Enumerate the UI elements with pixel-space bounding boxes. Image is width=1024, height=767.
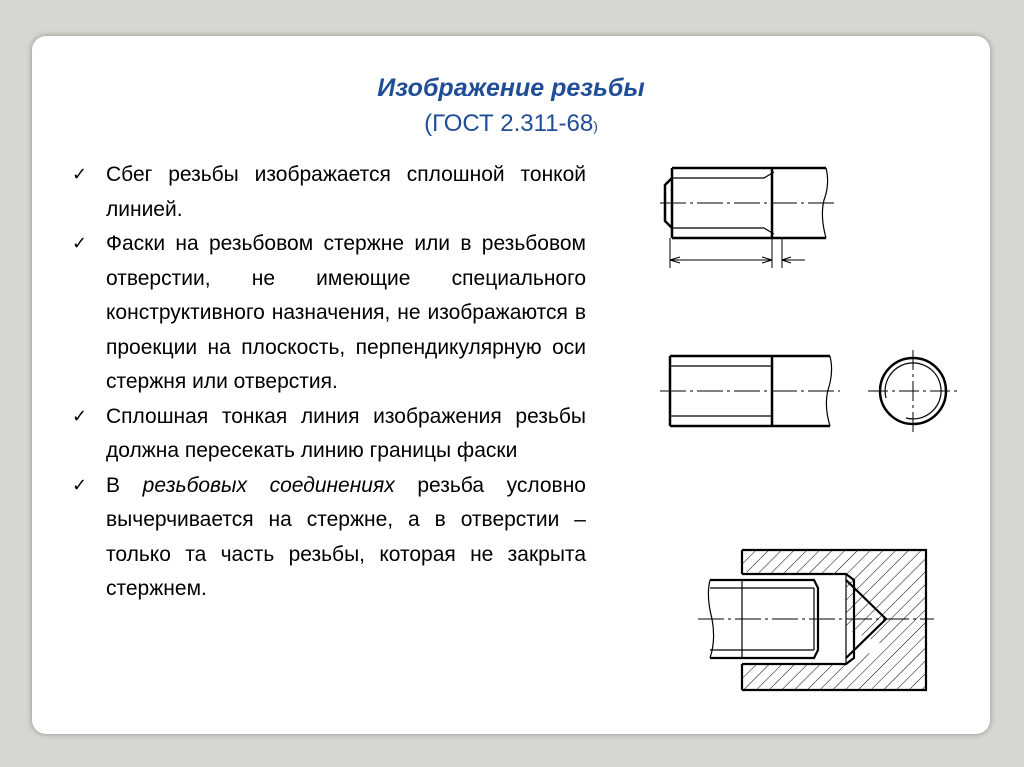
- bullet-text: Фаски на резьбовом стержне или в резьбовом отверстии, не имеющие специального конструктивного назначения, не изображаются в проекции на плоскость, перпендикулярную оси стержня или отверстия.: [106, 232, 586, 393]
- slide-title: Изображение резьбы: [377, 74, 645, 102]
- bullet-text: Сплошная тонкая линия изображения резьбы должна пересекать линию границы фаски: [106, 404, 586, 462]
- threaded-joint-section-drawing: [658, 546, 958, 694]
- bullet-text-end: резьба условно вычерчивается на стержне, а в отверстии – только та часть резьбы, которая не закрыта стержнем.: [106, 473, 586, 600]
- checkmark-icon: ✓: [72, 474, 88, 496]
- bullet-item-3: [72, 400, 586, 469]
- slide: [32, 36, 990, 734]
- gost-number: (ГОСТ 2.311-68: [424, 110, 594, 137]
- threaded-rod-runout-drawing: [660, 160, 840, 274]
- bullet-item-4: [72, 469, 586, 607]
- gost-close-paren: ): [593, 118, 598, 134]
- gost-reference: [32, 110, 990, 138]
- bullet-text-start: В: [106, 473, 121, 497]
- bullet-text: Сбег резьбы изображается сплошной тонкой линией.: [106, 163, 586, 221]
- checkmark-icon: ✓: [72, 164, 88, 185]
- bullet-list: [72, 158, 586, 607]
- bullet-item-1: [72, 158, 586, 227]
- bullet-text-italic: резьбовых соединениях: [142, 473, 395, 497]
- bullet-item-2: [72, 227, 586, 400]
- checkmark-icon: ✓: [72, 233, 88, 254]
- checkmark-icon: ✓: [72, 405, 88, 427]
- threaded-rod-end-view-drawing: [660, 348, 980, 438]
